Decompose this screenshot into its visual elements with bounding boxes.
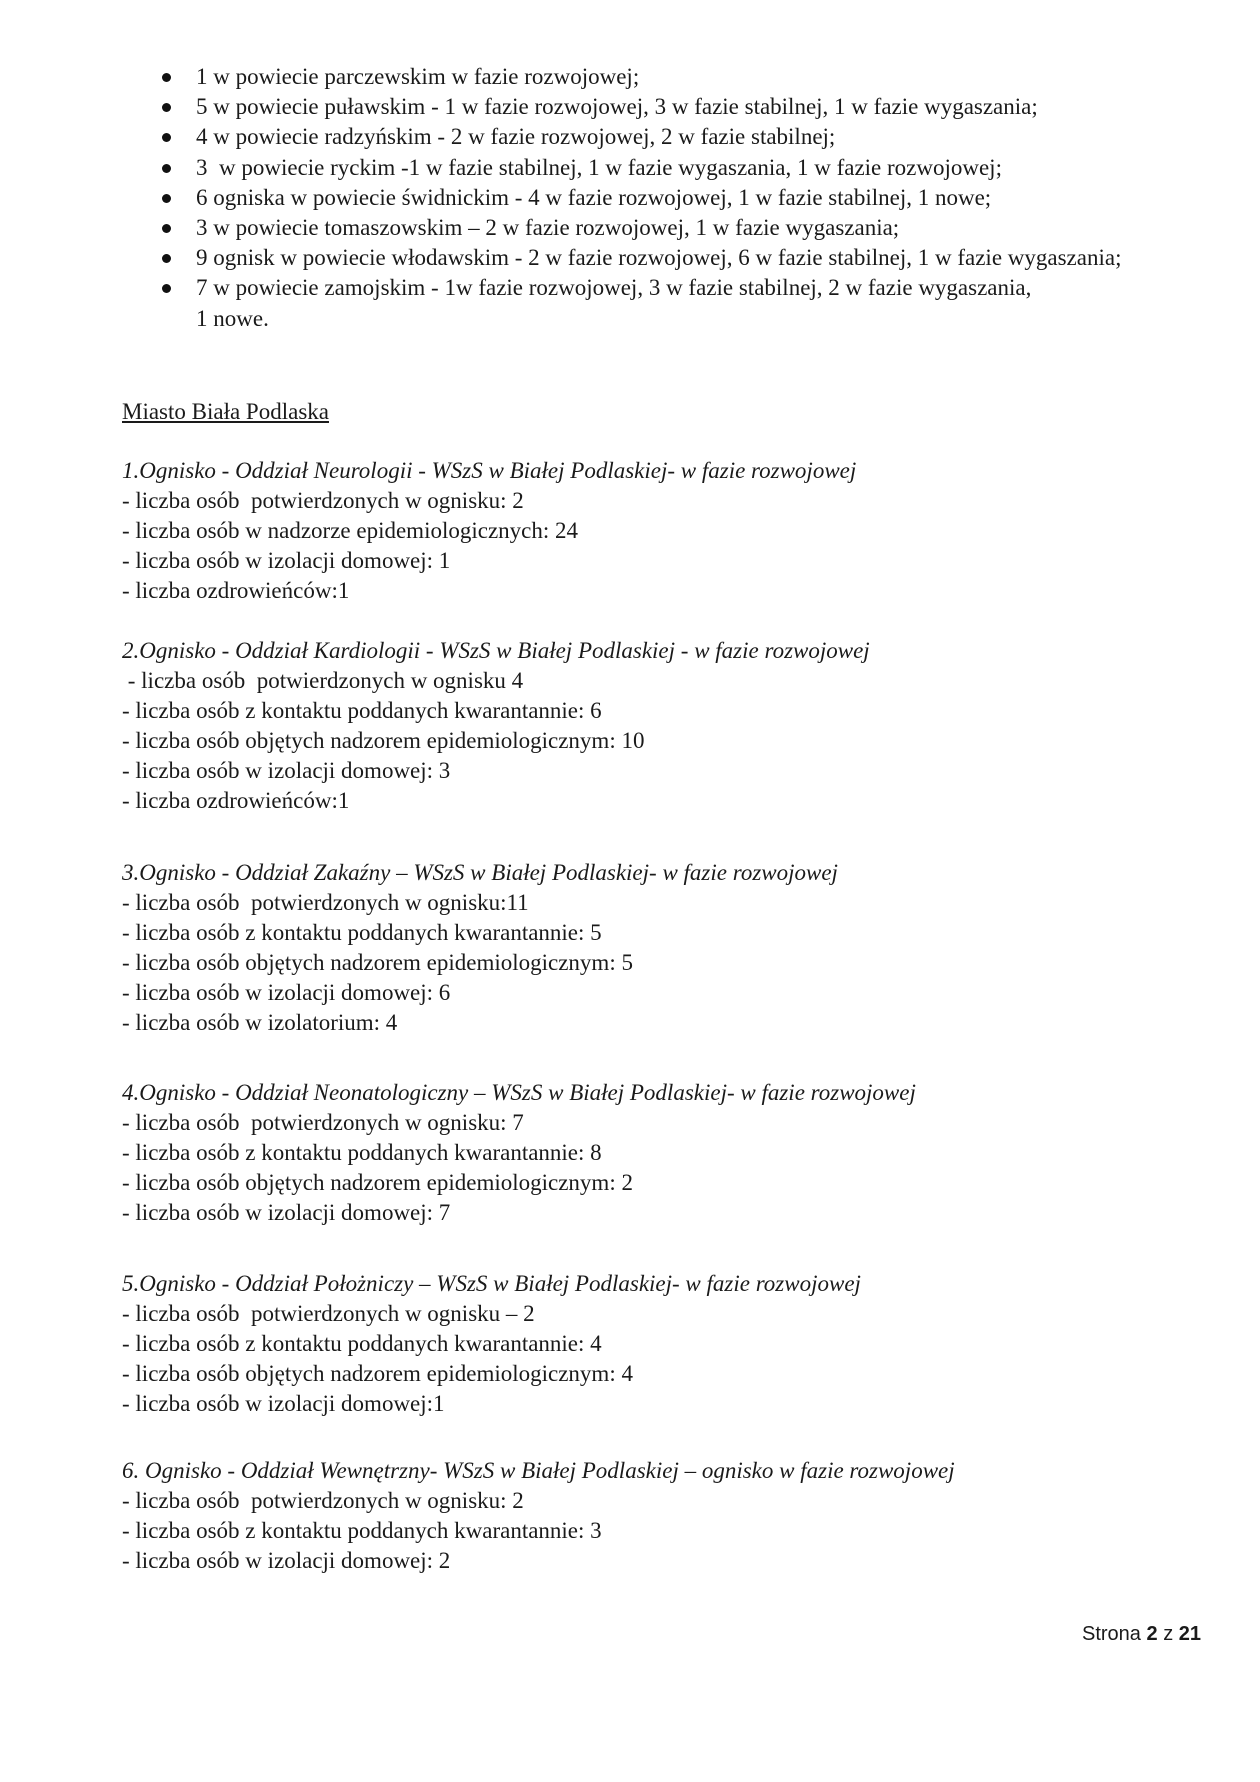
section-line: - liczba osób objętych nadzorem epidemiologicznym: 4 [122,1361,633,1386]
outbreak-section [122,456,1206,606]
section-line: - liczba osób objętych nadzorem epidemiologicznym: 5 [122,950,633,975]
section-line: - liczba osób z kontaktu poddanych kwarantannie: 6 [122,698,602,723]
current-page: 2 [1146,1623,1158,1645]
section-line: - liczba osób potwierdzonych w ognisku: 7 [122,1110,524,1135]
list-item [0,273,1206,333]
section-line: - liczba osób z kontaktu poddanych kwarantannie: 8 [122,1140,602,1165]
outbreak-section [122,1078,1206,1228]
list-item [0,183,1206,213]
bullet-icon [162,254,171,263]
bullet-text: 3 w powiecie ryckim -1 w fazie stabilnej, 1 w fazie wygaszania, 1 w fazie rozwojowej; [196,154,1002,180]
bullet-text: 7 w powiecie zamojskim - 1w fazie rozwojowej, 3 w fazie stabilnej, 2 w fazie wygaszania, [196,275,1032,301]
section-line: - liczba osób potwierdzonych w ognisku: 2 [122,1488,524,1513]
bullet-text-continuation: 1 nowe. [196,305,269,331]
section-line: - liczba osób w izolacji domowej: 6 [122,980,451,1005]
bullet-text: 9 ognisk w powiecie włodawskim - 2 w fazie rozwojowej, 6 w fazie stabilnej, 1 w fazie wygaszania; [196,245,1122,271]
page-separator: z [1163,1623,1174,1645]
section-line: - liczba osób w nadzorze epidemiologicznych: 24 [122,518,579,543]
section-title: 4.Ognisko - Oddział Neonatologiczny – WSzS w Białej Podlaskiej- w fazie rozwojowej [122,1080,916,1105]
section-line: - liczba osób potwierdzonych w ognisku: 2 [122,488,524,513]
list-item [0,213,1206,243]
section-line: - liczba osób z kontaktu poddanych kwarantannie: 4 [122,1331,602,1356]
bullet-text: 4 w powiecie radzyńskim - 2 w fazie rozwojowej, 2 w fazie stabilnej; [196,124,836,150]
section-line: - liczba osób w izolacji domowej: 1 [122,548,451,573]
total-pages: 21 [1178,1623,1201,1645]
bullet-icon [162,103,171,112]
section-line: - liczba ozdrowieńców:1 [122,788,350,813]
section-line: - liczba osób z kontaktu poddanych kwarantannie: 3 [122,1518,602,1543]
bullet-icon [162,224,171,233]
bullet-icon [162,164,171,173]
outbreak-section [122,1456,1206,1576]
section-line: - liczba osób w izolacji domowej:1 [122,1391,445,1416]
page-number [1082,1623,1201,1646]
city-heading: Miasto Biała Podlaska [122,399,329,424]
list-item [0,122,1206,152]
district-bullet-list [0,62,1206,334]
section-line: - liczba osób potwierdzonych w ognisku:11 [122,890,529,915]
section-title: 2.Ognisko - Oddział Kardiologii - WSzS w Białej Podlaskiej - w fazie rozwojowej [122,638,870,663]
page-label: Strona [1082,1623,1141,1645]
section-title: 3.Ognisko - Oddział Zakaźny – WSzS w Białej Podlaskiej- w fazie rozwojowej [122,860,838,885]
list-item [0,153,1206,183]
section-line: - liczba osób w izolacji domowej: 7 [122,1200,451,1225]
section-title: 5.Ognisko - Oddział Położniczy – WSzS w Białej Podlaskiej- w fazie rozwojowej [122,1271,861,1296]
section-line: - liczba osób potwierdzonych w ognisku – 2 [122,1301,535,1326]
bullet-icon [162,284,171,293]
bullet-text: 3 w powiecie tomaszowskim – 2 w fazie rozwojowej, 1 w fazie wygaszania; [196,215,900,241]
bullet-text: 6 ogniska w powiecie świdnickim - 4 w fazie rozwojowej, 1 w fazie stabilnej, 1 nowe; [196,184,992,210]
section-title: 6. Ognisko - Oddział Wewnętrzny- WSzS w Białej Podlaskiej – ognisko w fazie rozwojowej [122,1458,955,1483]
list-item [0,92,1206,122]
bullet-text: 5 w powiecie puławskim - 1 w fazie rozwojowej, 3 w fazie stabilnej, 1 w fazie wygaszania; [196,94,1038,120]
outbreak-section [122,1269,1206,1419]
bullet-icon [162,194,171,203]
list-item [0,62,1206,92]
outbreak-section [122,636,1206,816]
section-line: - liczba osób objętych nadzorem epidemiologicznym: 10 [122,728,645,753]
bullet-icon [162,73,171,82]
section-line: - liczba osób w izolatorium: 4 [122,1010,398,1035]
bullet-text: 1 w powiecie parczewskim w fazie rozwojowej; [196,64,640,89]
bullet-icon [162,133,171,142]
section-line: - liczba osób potwierdzonych w ognisku 4 [122,668,524,693]
list-item [0,243,1206,273]
outbreak-section [122,858,1206,1038]
section-line: - liczba osób z kontaktu poddanych kwarantannie: 5 [122,920,602,945]
section-line: - liczba ozdrowieńców:1 [122,578,350,603]
section-line: - liczba osób objętych nadzorem epidemiologicznym: 2 [122,1170,633,1195]
section-line: - liczba osób w izolacji domowej: 2 [122,1548,451,1573]
section-title: 1.Ognisko - Oddział Neurologii - WSzS w Białej Podlaskiej- w fazie rozwojowej [122,458,857,483]
section-line: - liczba osób w izolacji domowej: 3 [122,758,451,783]
